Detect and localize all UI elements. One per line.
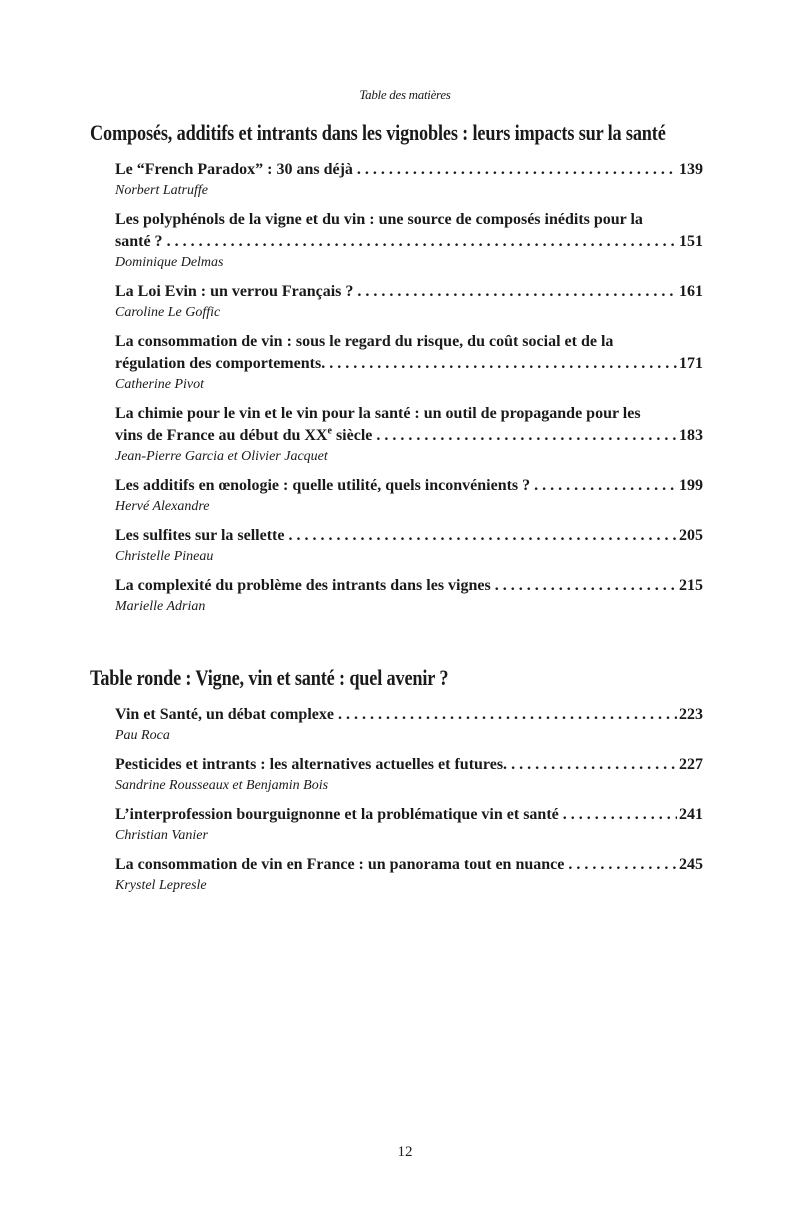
entry-title-text[interactable] <box>115 159 353 181</box>
entry-title-text[interactable] <box>115 281 353 303</box>
dot-leader <box>563 804 677 826</box>
page-number: 12 <box>397 1144 413 1160</box>
entry-title-line[interactable] <box>115 804 703 826</box>
toc-entry[interactable] <box>115 525 703 566</box>
entry-title-text[interactable] <box>115 575 491 597</box>
entry-title-text[interactable] <box>115 425 372 447</box>
entry-author: Jean-Pierre Garcia et Olivier Jacquet <box>115 449 328 464</box>
toc-entries <box>115 704 703 895</box>
entry-title-text[interactable] <box>115 353 325 375</box>
superscript: e <box>327 425 332 437</box>
entry-author: Dominique Delmas <box>115 255 224 270</box>
entry-page-number[interactable]: 139 <box>679 161 703 178</box>
entry-title[interactable]: L’interprofession bourguignonne et la problématique vin et santé <box>115 806 559 823</box>
entry-title-line[interactable] <box>115 854 703 876</box>
dot-leader <box>495 575 677 597</box>
entry-title[interactable]: Pesticides et intrants : les alternatives actuelles et futures. <box>115 756 508 773</box>
entry-title[interactable]: La Loi Evin : un verrou Français ? <box>115 283 354 300</box>
dot-leader <box>357 159 677 181</box>
entry-page-number[interactable]: 215 <box>679 577 703 594</box>
running-header: Table des matières <box>359 87 451 102</box>
entry-page-number[interactable]: 205 <box>679 527 703 544</box>
entry-title[interactable]: santé ? <box>115 233 163 250</box>
entry-title-text[interactable] <box>115 525 284 547</box>
entry-page-number[interactable]: 171 <box>679 355 703 372</box>
entry-title[interactable]: La consommation de vin en France : un panorama tout en nuance <box>115 856 565 873</box>
entry-title-line[interactable] <box>115 159 703 181</box>
entry-page-number[interactable]: 183 <box>679 427 703 444</box>
dot-leader <box>376 425 677 447</box>
entry-title-line[interactable] <box>115 425 703 447</box>
entry-title[interactable]: La complexité du problème des intrants dans les vignes <box>115 577 491 594</box>
entry-author: Marielle Adrian <box>115 599 206 614</box>
entry-title[interactable]: Vin et Santé, un débat complexe <box>115 706 334 723</box>
entry-page-number[interactable]: 223 <box>679 706 703 723</box>
toc-entry[interactable] <box>115 281 703 322</box>
entry-author: Pau Roca <box>115 728 170 743</box>
entry-title[interactable]: régulation des comportements. <box>115 355 326 372</box>
entry-page-number[interactable]: 151 <box>679 233 703 250</box>
entry-title-line[interactable] <box>115 575 703 597</box>
entry-title-line[interactable] <box>115 754 703 776</box>
entry-title-line[interactable] <box>115 231 703 253</box>
toc-entry[interactable] <box>115 159 703 200</box>
entry-author: Catherine Pivot <box>115 377 205 392</box>
dot-leader <box>338 704 677 726</box>
entry-title-line[interactable] <box>115 704 703 726</box>
toc-entries <box>115 159 703 616</box>
entry-author: Caroline Le Goffic <box>115 305 221 320</box>
entry-title[interactable]: Le “French Paradox” : 30 ans déjà <box>115 161 353 178</box>
entry-title-line[interactable] <box>115 353 703 375</box>
entry-page-number[interactable]: 227 <box>679 756 703 773</box>
dot-leader <box>167 231 677 253</box>
dot-leader <box>568 854 677 876</box>
toc-entry[interactable] <box>115 754 703 795</box>
dot-leader <box>329 353 677 375</box>
toc-section <box>90 120 730 625</box>
entry-author: Christian Vanier <box>115 828 208 843</box>
toc-entry[interactable] <box>115 704 703 745</box>
entry-title-line[interactable] <box>115 525 703 547</box>
toc-section <box>90 665 730 904</box>
toc-entry[interactable] <box>115 854 703 895</box>
toc-entry[interactable] <box>115 209 703 272</box>
entry-page-number[interactable]: 161 <box>679 283 703 300</box>
dot-leader <box>357 281 677 303</box>
dot-leader <box>534 475 677 497</box>
entry-title-line[interactable]: Les polyphénols de la vigne et du vin : une source de composés inédits pour la <box>115 211 643 228</box>
toc-entry[interactable] <box>115 331 703 394</box>
section-heading: Composés, additifs et intrants dans les vignobles : leurs impacts sur la santé <box>90 120 666 145</box>
entry-author: Norbert Latruffe <box>115 183 208 198</box>
dot-leader <box>288 525 677 547</box>
toc-entry[interactable] <box>115 804 703 845</box>
entry-title-text[interactable] <box>115 854 564 876</box>
entry-title[interactable]: Les sulfites sur la sellette <box>115 527 285 544</box>
entry-title-line[interactable] <box>115 475 703 497</box>
entry-page-number[interactable]: 241 <box>679 806 703 823</box>
entry-title-text[interactable] <box>115 754 507 776</box>
entry-title[interactable]: Les additifs en œnologie : quelle utilité, quels inconvénients ? <box>115 477 531 494</box>
entry-page-number[interactable]: 245 <box>679 856 703 873</box>
entry-title-line[interactable]: La chimie pour le vin et le vin pour la santé : un outil de propagande pour les <box>115 405 641 422</box>
entry-author: Sandrine Rousseaux et Benjamin Bois <box>115 778 329 793</box>
entry-author: Christelle Pineau <box>115 549 214 564</box>
entry-title-text[interactable] <box>115 231 163 253</box>
entry-title[interactable]: vins de France au début du XX <box>115 427 328 444</box>
entry-title-line[interactable]: La consommation de vin : sous le regard du risque, du coût social et de la <box>115 333 614 350</box>
entry-title-rest[interactable]: siècle <box>331 427 373 444</box>
entry-title-text[interactable] <box>115 804 559 826</box>
entry-title-text[interactable] <box>115 475 530 497</box>
toc-entry[interactable] <box>115 403 703 466</box>
dot-leader <box>511 754 677 776</box>
entry-page-number[interactable]: 199 <box>679 477 703 494</box>
toc-entry[interactable] <box>115 575 703 616</box>
section-heading: Table ronde : Vigne, vin et santé : quel avenir ? <box>90 665 449 690</box>
entry-author: Hervé Alexandre <box>115 499 210 514</box>
entry-title-line[interactable] <box>115 281 703 303</box>
entry-title-text[interactable] <box>115 704 334 726</box>
entry-author: Krystel Lepresle <box>115 878 207 893</box>
toc-entry[interactable] <box>115 475 703 516</box>
